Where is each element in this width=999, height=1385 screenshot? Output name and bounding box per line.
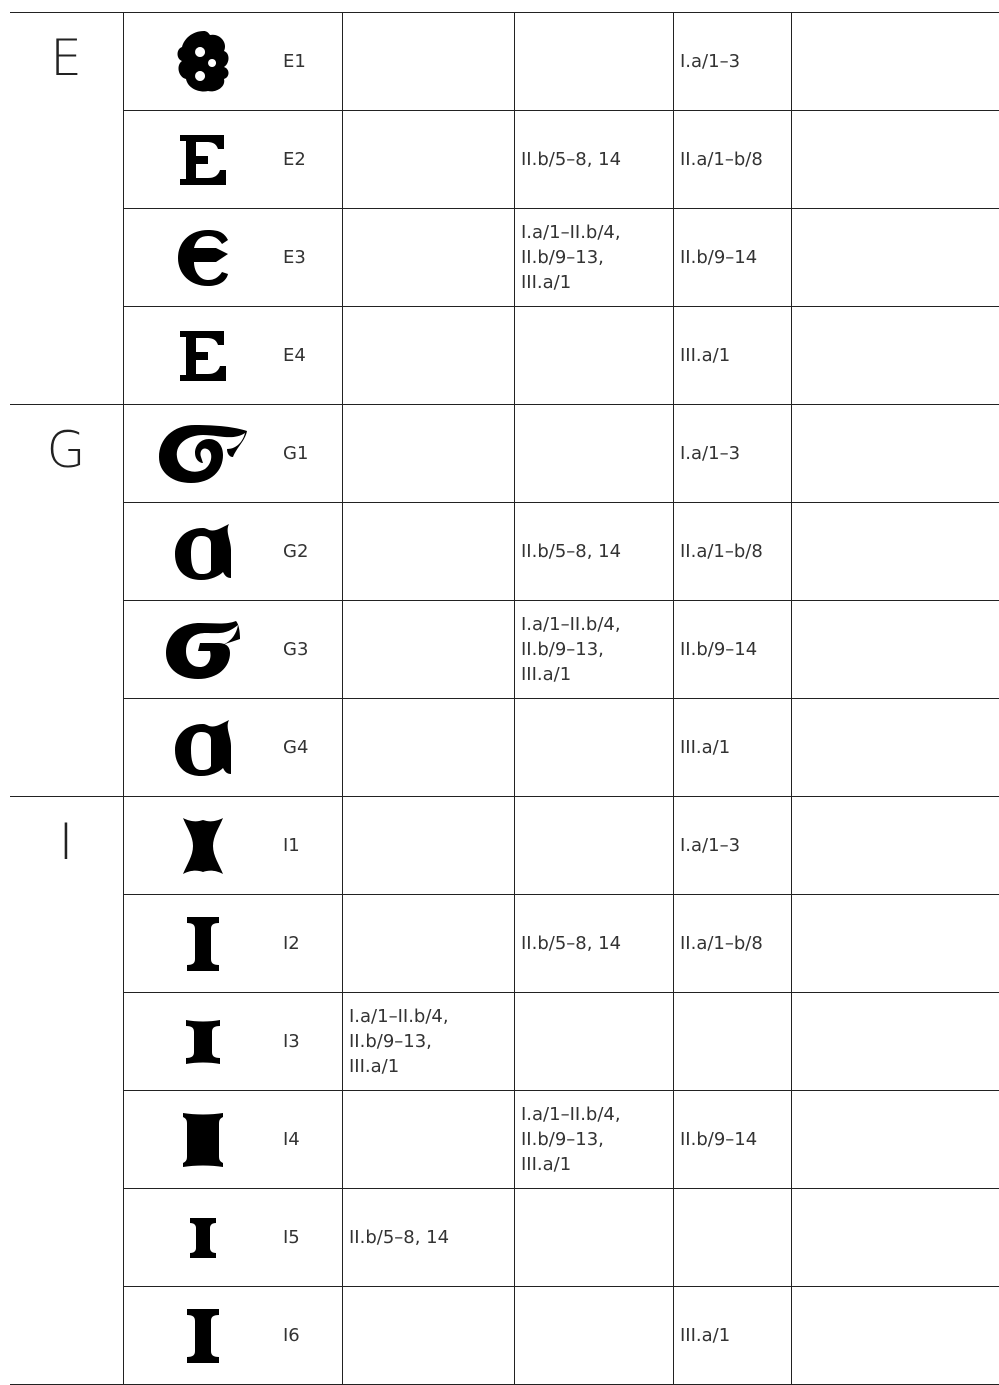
column-c-cell: II.b/9–14 <box>674 1091 792 1188</box>
uncial-g-icon <box>123 699 283 796</box>
column-a-cell <box>343 1091 515 1188</box>
glyph-code: I6 <box>283 1287 343 1384</box>
group-letter: E <box>50 29 82 87</box>
column-d-cell <box>792 699 999 796</box>
letter-group <box>10 12 999 405</box>
serif-i-icon <box>123 1287 283 1384</box>
heavy-g-icon <box>123 601 283 698</box>
glyph-code: E2 <box>283 111 343 208</box>
column-c-cell: II.b/9–14 <box>674 601 792 698</box>
column-b-cell <box>515 993 674 1090</box>
column-d-cell <box>792 209 999 306</box>
column-d-cell <box>792 405 999 502</box>
glyph-code: I1 <box>283 797 343 894</box>
table-row <box>123 209 999 307</box>
table-row <box>123 13 999 111</box>
column-c-cell: II.a/1–b/8 <box>674 111 792 208</box>
column-a-cell <box>343 601 515 698</box>
column-a-cell <box>343 111 515 208</box>
glyph-code: E4 <box>283 307 343 404</box>
column-b-cell: II.b/5–8, 14 <box>515 111 674 208</box>
column-d-cell <box>792 503 999 600</box>
column-d-cell <box>792 13 999 110</box>
column-c-cell: II.b/9–14 <box>674 209 792 306</box>
column-b-cell <box>515 13 674 110</box>
short-serif-i-icon <box>123 993 283 1090</box>
column-d-cell <box>792 993 999 1090</box>
glyph-code: E3 <box>283 209 343 306</box>
column-a-cell <box>343 1287 515 1384</box>
column-a-cell <box>343 13 515 110</box>
glyph-code: I3 <box>283 993 343 1090</box>
column-b-cell <box>515 797 674 894</box>
table-row <box>123 307 999 404</box>
column-a-cell: I.a/1–II.b/4, II.b/9–13, III.a/1 <box>343 993 515 1090</box>
column-c-cell: I.a/1–3 <box>674 13 792 110</box>
column-b-cell <box>515 1189 674 1286</box>
column-d-cell <box>792 307 999 404</box>
column-c-cell <box>674 1189 792 1286</box>
small-serif-i-icon <box>123 1189 283 1286</box>
letterform-table <box>10 12 999 1385</box>
table-row <box>123 111 999 209</box>
table-row <box>123 601 999 699</box>
uncial-e-icon <box>123 209 283 306</box>
serif-i-icon <box>123 895 283 992</box>
column-b-cell <box>515 699 674 796</box>
glyph-code: G4 <box>283 699 343 796</box>
column-b-cell: I.a/1–II.b/4, II.b/9–13, III.a/1 <box>515 209 674 306</box>
column-b-cell <box>515 405 674 502</box>
column-c-cell: III.a/1 <box>674 1287 792 1384</box>
column-c-cell: I.a/1–3 <box>674 405 792 502</box>
glyph-code: I5 <box>283 1189 343 1286</box>
table-row <box>123 1091 999 1189</box>
column-a-cell <box>343 699 515 796</box>
column-d-cell <box>792 1091 999 1188</box>
column-a-cell <box>343 895 515 992</box>
ornate-e-icon <box>123 13 283 110</box>
column-b-cell: I.a/1–II.b/4, II.b/9–13, III.a/1 <box>515 1091 674 1188</box>
letter-group <box>10 797 999 1385</box>
ornate-i-icon <box>123 797 283 894</box>
column-c-cell: II.a/1–b/8 <box>674 503 792 600</box>
group-letter: I <box>58 813 74 871</box>
uncial-g-icon <box>123 503 283 600</box>
column-d-cell <box>792 1287 999 1384</box>
column-d-cell <box>792 797 999 894</box>
ornate-g-icon <box>123 405 283 502</box>
group-letter: G <box>46 421 86 479</box>
column-a-cell <box>343 503 515 600</box>
column-a-cell: II.b/5–8, 14 <box>343 1189 515 1286</box>
column-d-cell <box>792 601 999 698</box>
column-c-cell: II.a/1–b/8 <box>674 895 792 992</box>
serif-e-icon <box>123 307 283 404</box>
glyph-code: I2 <box>283 895 343 992</box>
column-b-cell: II.b/5–8, 14 <box>515 503 674 600</box>
table-row <box>123 503 999 601</box>
glyph-code: G1 <box>283 405 343 502</box>
letter-group <box>10 405 999 797</box>
glyph-code: E1 <box>283 13 343 110</box>
column-a-cell <box>343 209 515 306</box>
table-row <box>123 1287 999 1384</box>
column-a-cell <box>343 797 515 894</box>
letter-cell <box>10 405 124 796</box>
table-row <box>123 699 999 796</box>
column-c-cell: III.a/1 <box>674 307 792 404</box>
table-row <box>123 797 999 895</box>
column-d-cell <box>792 895 999 992</box>
table-row <box>123 405 999 503</box>
letter-cell <box>10 797 124 1384</box>
column-b-cell <box>515 1287 674 1384</box>
column-a-cell <box>343 405 515 502</box>
column-d-cell <box>792 111 999 208</box>
column-c-cell <box>674 993 792 1090</box>
heavy-i-icon <box>123 1091 283 1188</box>
column-c-cell: III.a/1 <box>674 699 792 796</box>
glyph-code: G2 <box>283 503 343 600</box>
table-row <box>123 1189 999 1287</box>
glyph-code: I4 <box>283 1091 343 1188</box>
glyph-code: G3 <box>283 601 343 698</box>
serif-e-icon <box>123 111 283 208</box>
table-row <box>123 895 999 993</box>
table-row <box>123 993 999 1091</box>
column-a-cell <box>343 307 515 404</box>
letter-cell <box>10 13 124 404</box>
column-c-cell: I.a/1–3 <box>674 797 792 894</box>
column-b-cell: II.b/5–8, 14 <box>515 895 674 992</box>
column-b-cell: I.a/1–II.b/4, II.b/9–13, III.a/1 <box>515 601 674 698</box>
column-b-cell <box>515 307 674 404</box>
column-d-cell <box>792 1189 999 1286</box>
